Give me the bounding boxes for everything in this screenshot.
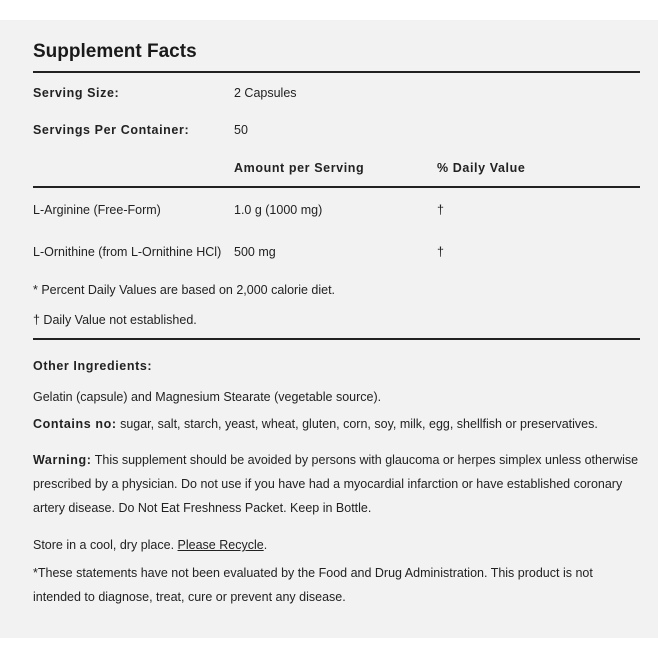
warning-text: This supplement should be avoided by persons with glaucoma or herpes simplex unless otherwise prescribed by a physician. Do not use if you have had a myocardial infarction or have established coronary artery disease. Do Not Eat Freshness Packet. Keep in Bottle.	[33, 453, 639, 515]
percent-daily-footnote: * Percent Daily Values are based on 2,000 calorie diet.	[33, 283, 336, 297]
footnote-divider	[33, 338, 640, 340]
title-divider	[33, 71, 640, 73]
other-ingredients-text: Gelatin (capsule) and Magnesium Stearate (vegetable source).	[33, 390, 382, 404]
amount-per-serving-header: Amount per Serving	[234, 161, 365, 175]
servings-per-container-value: 50	[234, 123, 248, 137]
fda-disclaimer: *These statements have not been evaluated by the Food and Drug Administration. This product is not intended to diagnose, treat, cure or prevent any disease.	[33, 566, 593, 604]
contains-no-line	[33, 417, 640, 431]
ingredient-name: L-Ornithine (from L-Ornithine HCl)	[33, 245, 222, 259]
serving-size-label: Serving Size:	[33, 86, 120, 100]
contains-no-label: Contains no:	[33, 417, 117, 431]
contains-no-text: sugar, salt, starch, yeast, wheat, gluten, corn, soy, milk, egg, shellfish or preservatives.	[116, 417, 598, 431]
storage-end: .	[263, 538, 268, 552]
supplement-facts-panel	[0, 20, 658, 638]
warning-label: Warning:	[33, 453, 92, 467]
servings-per-container-label: Servings Per Container:	[33, 123, 190, 137]
storage-text: Store in a cool, dry place.	[33, 538, 178, 552]
daily-value-header: % Daily Value	[437, 161, 526, 175]
header-divider	[33, 186, 640, 188]
ingredient-daily-value: †	[437, 203, 444, 217]
serving-size-value: 2 Capsules	[234, 86, 297, 100]
page-title: Supplement Facts	[33, 41, 197, 62]
ingredient-amount: 1.0 g (1000 mg)	[234, 203, 323, 217]
other-ingredients-heading: Other Ingredients:	[33, 359, 153, 373]
storage-line	[33, 538, 640, 552]
ingredient-amount: 500 mg	[234, 245, 276, 259]
please-recycle-link[interactable]: Please Recycle	[177, 538, 264, 552]
dagger-footnote: † Daily Value not established.	[33, 313, 197, 327]
warning-paragraph	[33, 448, 640, 520]
ingredient-name: L-Arginine (Free-Form)	[33, 203, 161, 217]
ingredient-daily-value: †	[437, 245, 444, 259]
